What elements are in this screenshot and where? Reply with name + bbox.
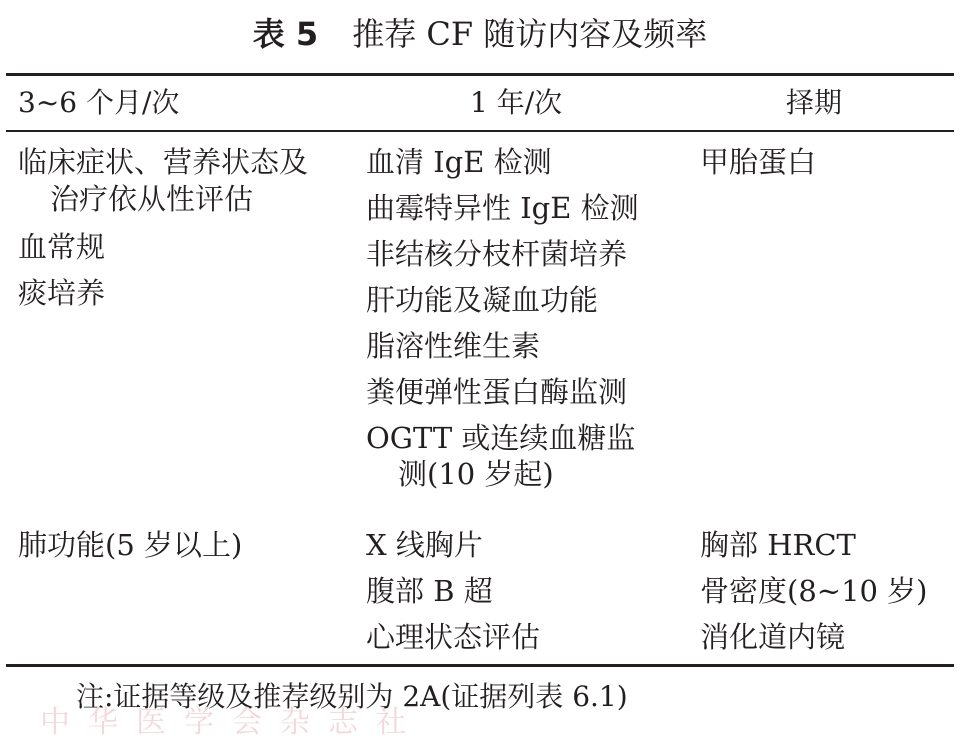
table-cell: 肺功能(5 岁以上) [18, 528, 243, 562]
table-bottom-rule [6, 664, 954, 667]
table-title [0, 12, 960, 56]
publisher-watermark: 中华医学会杂志社 [40, 705, 424, 740]
table-cell: 痰培养 [18, 276, 106, 310]
table-cell: 腹部 B 超 [366, 574, 493, 608]
table-cell: 测(10 岁起) [398, 457, 554, 491]
table-cell: 血清 IgE 检测 [366, 145, 552, 179]
table-cell: 胸部 HRCT [700, 528, 856, 562]
table-cell: 心理状态评估 [366, 620, 541, 654]
column-header-1-year: 1 年/次 [470, 86, 563, 119]
table-cell: OGTT 或连续血糖监 [366, 421, 636, 455]
column-header-3-6-months: 3~6 个月/次 [18, 86, 180, 119]
table-number: 表 5 [252, 15, 319, 53]
table-cell: 临床症状、营养状态及 [18, 145, 309, 179]
table-cell: 血常规 [18, 230, 106, 264]
table-cell: 治疗依从性评估 [50, 182, 254, 216]
table-cell: 脂溶性维生素 [366, 329, 541, 363]
table-cell: 曲霉特异性 IgE 检测 [366, 191, 639, 225]
table-cell: 肝功能及凝血功能 [366, 283, 599, 317]
table-cell: 骨密度(8~10 岁) [700, 574, 928, 608]
table-cell: 消化道内镜 [700, 620, 846, 654]
table-cell: 粪便弹性蛋白酶监测 [366, 375, 628, 409]
column-header-elective: 择期 [786, 86, 843, 119]
table-cell: 非结核分枝杆菌培养 [366, 237, 628, 271]
table-cell: 甲胎蛋白 [700, 145, 817, 179]
table-footnote: 注:证据等级及推荐级别为 2A(证据列表 6.1) [76, 680, 628, 713]
table-caption: 推荐 CF 随访内容及频率 [352, 15, 708, 53]
table-cell: X 线胸片 [366, 528, 483, 562]
table-header-rule [6, 130, 954, 132]
table-top-rule [6, 73, 954, 76]
